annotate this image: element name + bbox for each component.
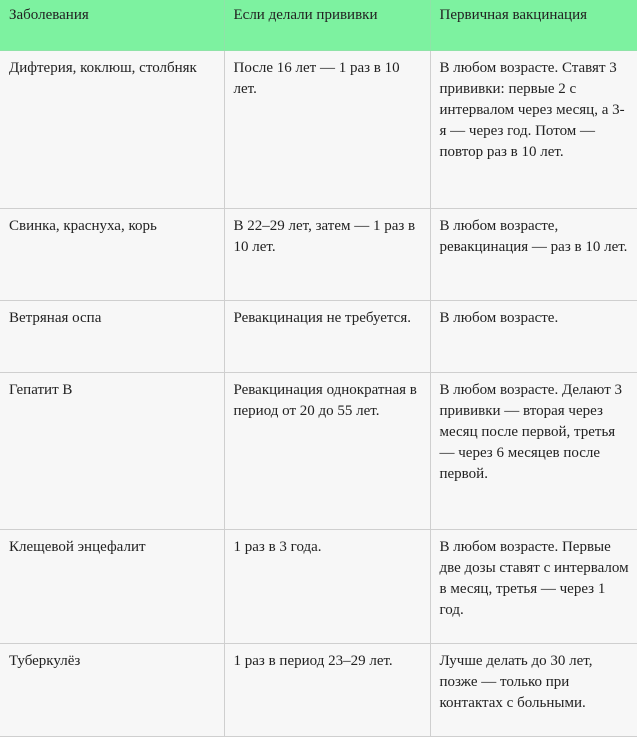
cell-disease: Туберкулёз [0,643,224,736]
cell-disease: Ветряная оспа [0,300,224,372]
cell-primary-vaccination: В любом возрасте. Первые две дозы ставят с интервалом в месяц, третья — через 1 год. [430,529,637,643]
table-row [0,208,637,300]
cell-if-vaccinated: В 22–29 лет, затем — 1 раз в 10 лет. [224,208,430,300]
cell-primary-vaccination: В любом возрасте. [430,300,637,372]
table-row [0,300,637,372]
cell-primary-vaccination: В любом возрасте. Ставят 3 прививки: первые 2 с интервалом через месяц, а 3-я — через год. Потом — повтор раз в 10 лет. [430,50,637,208]
cell-if-vaccinated: 1 раз в 3 года. [224,529,430,643]
cell-disease: Гепатит В [0,372,224,529]
header-if-vaccinated: Если делали прививки [224,0,430,50]
cell-primary-vaccination: В любом возрасте, ревакцинация — раз в 10 лет. [430,208,637,300]
table-row [0,50,637,208]
table-row [0,372,637,529]
table-header-row [0,0,637,50]
cell-primary-vaccination: В любом возрасте. Делают 3 прививки — вторая через месяц после первой, третья — через 6 месяцев после первой. [430,372,637,529]
cell-if-vaccinated: Ревакцинация не требуется. [224,300,430,372]
cell-if-vaccinated: 1 раз в период 23–29 лет. [224,643,430,736]
cell-primary-vaccination: Лучше делать до 30 лет, позже — только при контактах с больными. [430,643,637,736]
cell-disease: Свинка, краснуха, корь [0,208,224,300]
table-row [0,643,637,736]
cell-disease: Дифтерия, коклюш, столбняк [0,50,224,208]
cell-if-vaccinated: Ревакцинация однократная в период от 20 до 55 лет. [224,372,430,529]
header-primary-vaccination: Первичная вакцинация [430,0,637,50]
cell-disease: Клещевой энцефалит [0,529,224,643]
table-row [0,529,637,643]
header-disease: Заболевания [0,0,224,50]
cell-if-vaccinated: После 16 лет — 1 раз в 10 лет. [224,50,430,208]
